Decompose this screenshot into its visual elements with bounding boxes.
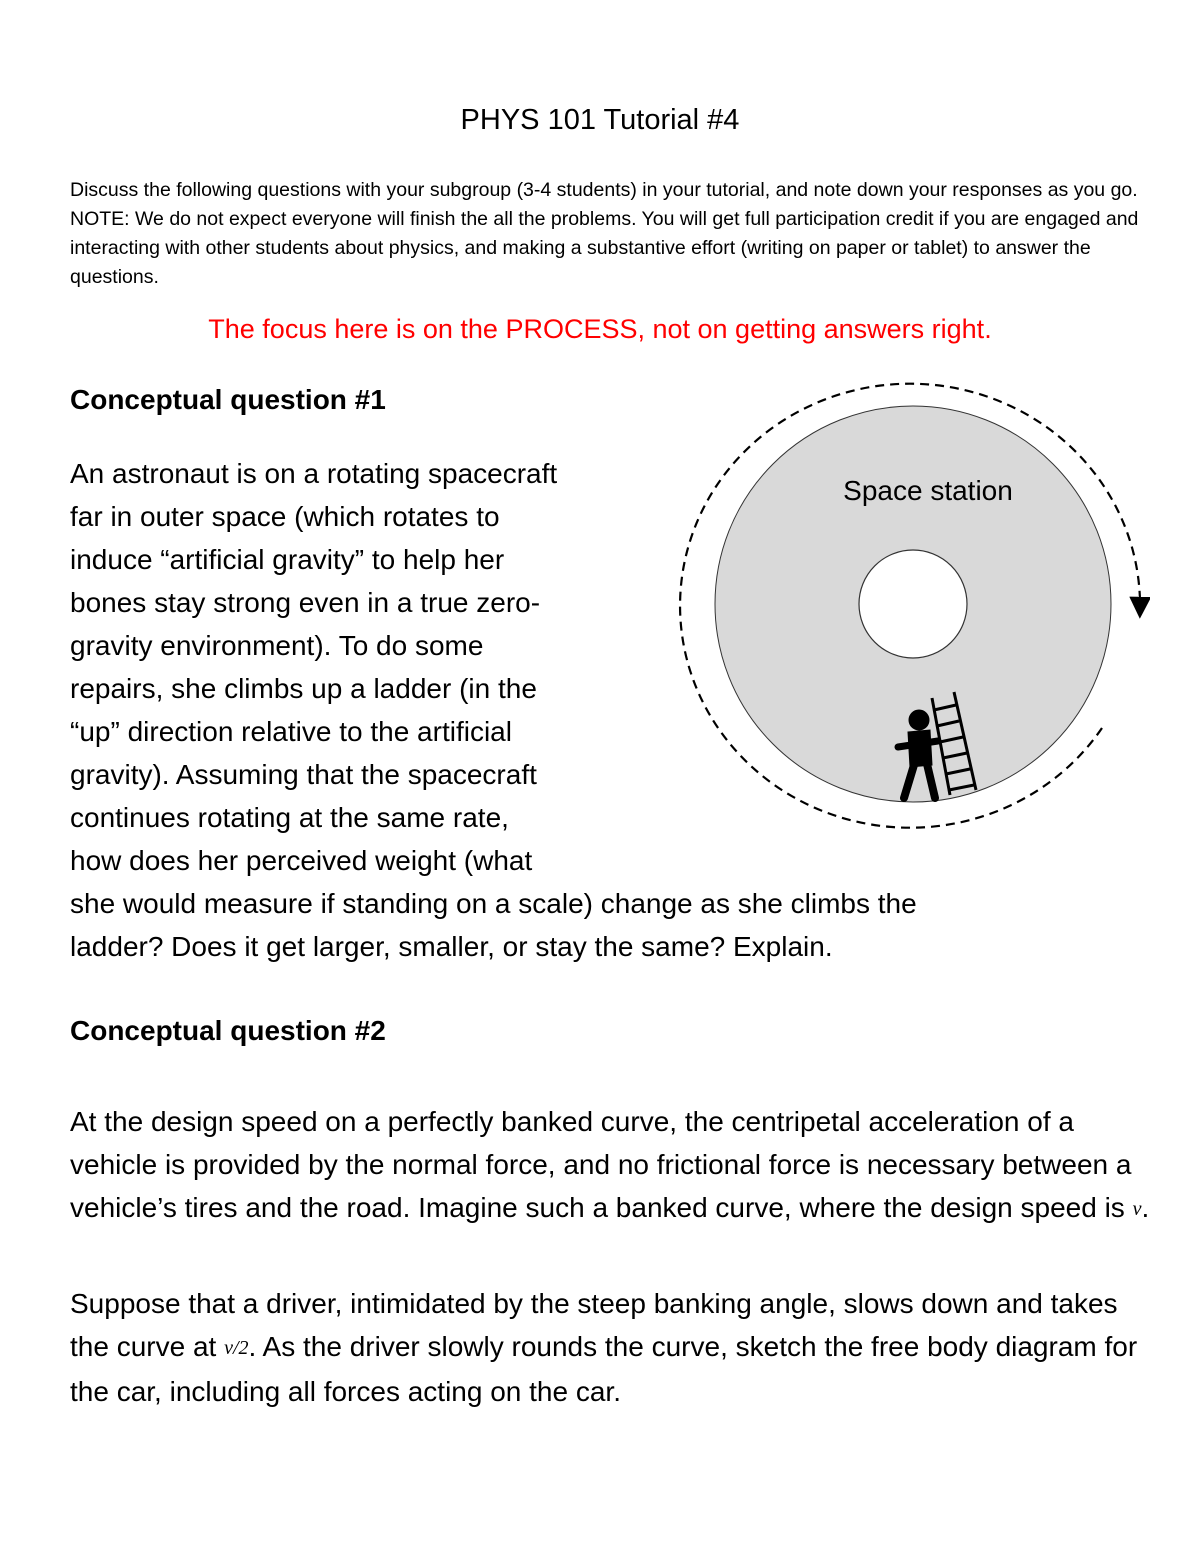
q1-line: continues rotating at the same rate, (70, 802, 509, 833)
q1-line: how does her perceived weight (what (70, 845, 533, 876)
q1-line: “up” direction relative to the artificial (70, 716, 512, 747)
q2-p1-end: . (1141, 1192, 1150, 1223)
page-title: PHYS 101 Tutorial #4 (460, 104, 740, 136)
q2-p2-end: . As the driver slowly rounds the curve, sketch the free body diagram for the car, including all forces acting on the car. (70, 1331, 1138, 1407)
half-velocity-symbol: v/2 (224, 1337, 249, 1359)
q2-p1-text: At the design speed on a perfectly banked curve, the centripetal acceleration of a vehicle is provided by the normal force, and no frictional force is necessary between a vehicle’s tires and the road. Imagine such a banked curve, where the design speed is (70, 1106, 1133, 1223)
q2-heading: Conceptual question #2 (70, 1015, 386, 1046)
q1-line: far in outer space (which rotates to (70, 501, 500, 532)
q1-line: repairs, she climbs up a ladder (in the (70, 673, 537, 704)
q1-line: induce “artificial gravity” to help her (70, 544, 505, 575)
intro-paragraph: Discuss the following questions with your subgroup (3-4 students) in your tutorial, and note down your responses as you go. NOTE: We do not expect everyone will finish the all the problems. You will get full participation credit if you are engaged and interacting with other students about physics, and making a substantive effort (writing on paper or tablet) to answer the questions. (70, 179, 1139, 288)
q2-p2-start: Suppose that a driver, intimidated by the steep banking angle, slows down and takes the curve at (70, 1288, 1118, 1362)
q2-paragraph-2 (70, 1282, 1150, 1413)
station-label: Space station (843, 475, 1013, 506)
velocity-symbol: v (1132, 1198, 1142, 1220)
q1-line: An astronaut is on a rotating spacecraft (70, 458, 558, 489)
q2-paragraph-1 (70, 1100, 1150, 1231)
q1-line: gravity). Assuming that the spacecraft (70, 759, 537, 790)
q1-line: bones stay strong even in a true zero- (70, 587, 541, 618)
focus-statement: The focus here is on the PROCESS, not on getting answers right. (208, 314, 992, 344)
q1-line: gravity environment). To do some (70, 630, 484, 661)
space-station-diagram (670, 370, 1150, 840)
station-hub (859, 550, 967, 658)
q1-heading: Conceptual question #1 (70, 384, 386, 415)
space-station-svg (670, 370, 1150, 840)
q1-line: she would measure if standing on a scale) change as she climbs the (70, 888, 917, 919)
q1-line: ladder? Does it get larger, smaller, or stay the same? Explain. (70, 931, 833, 962)
